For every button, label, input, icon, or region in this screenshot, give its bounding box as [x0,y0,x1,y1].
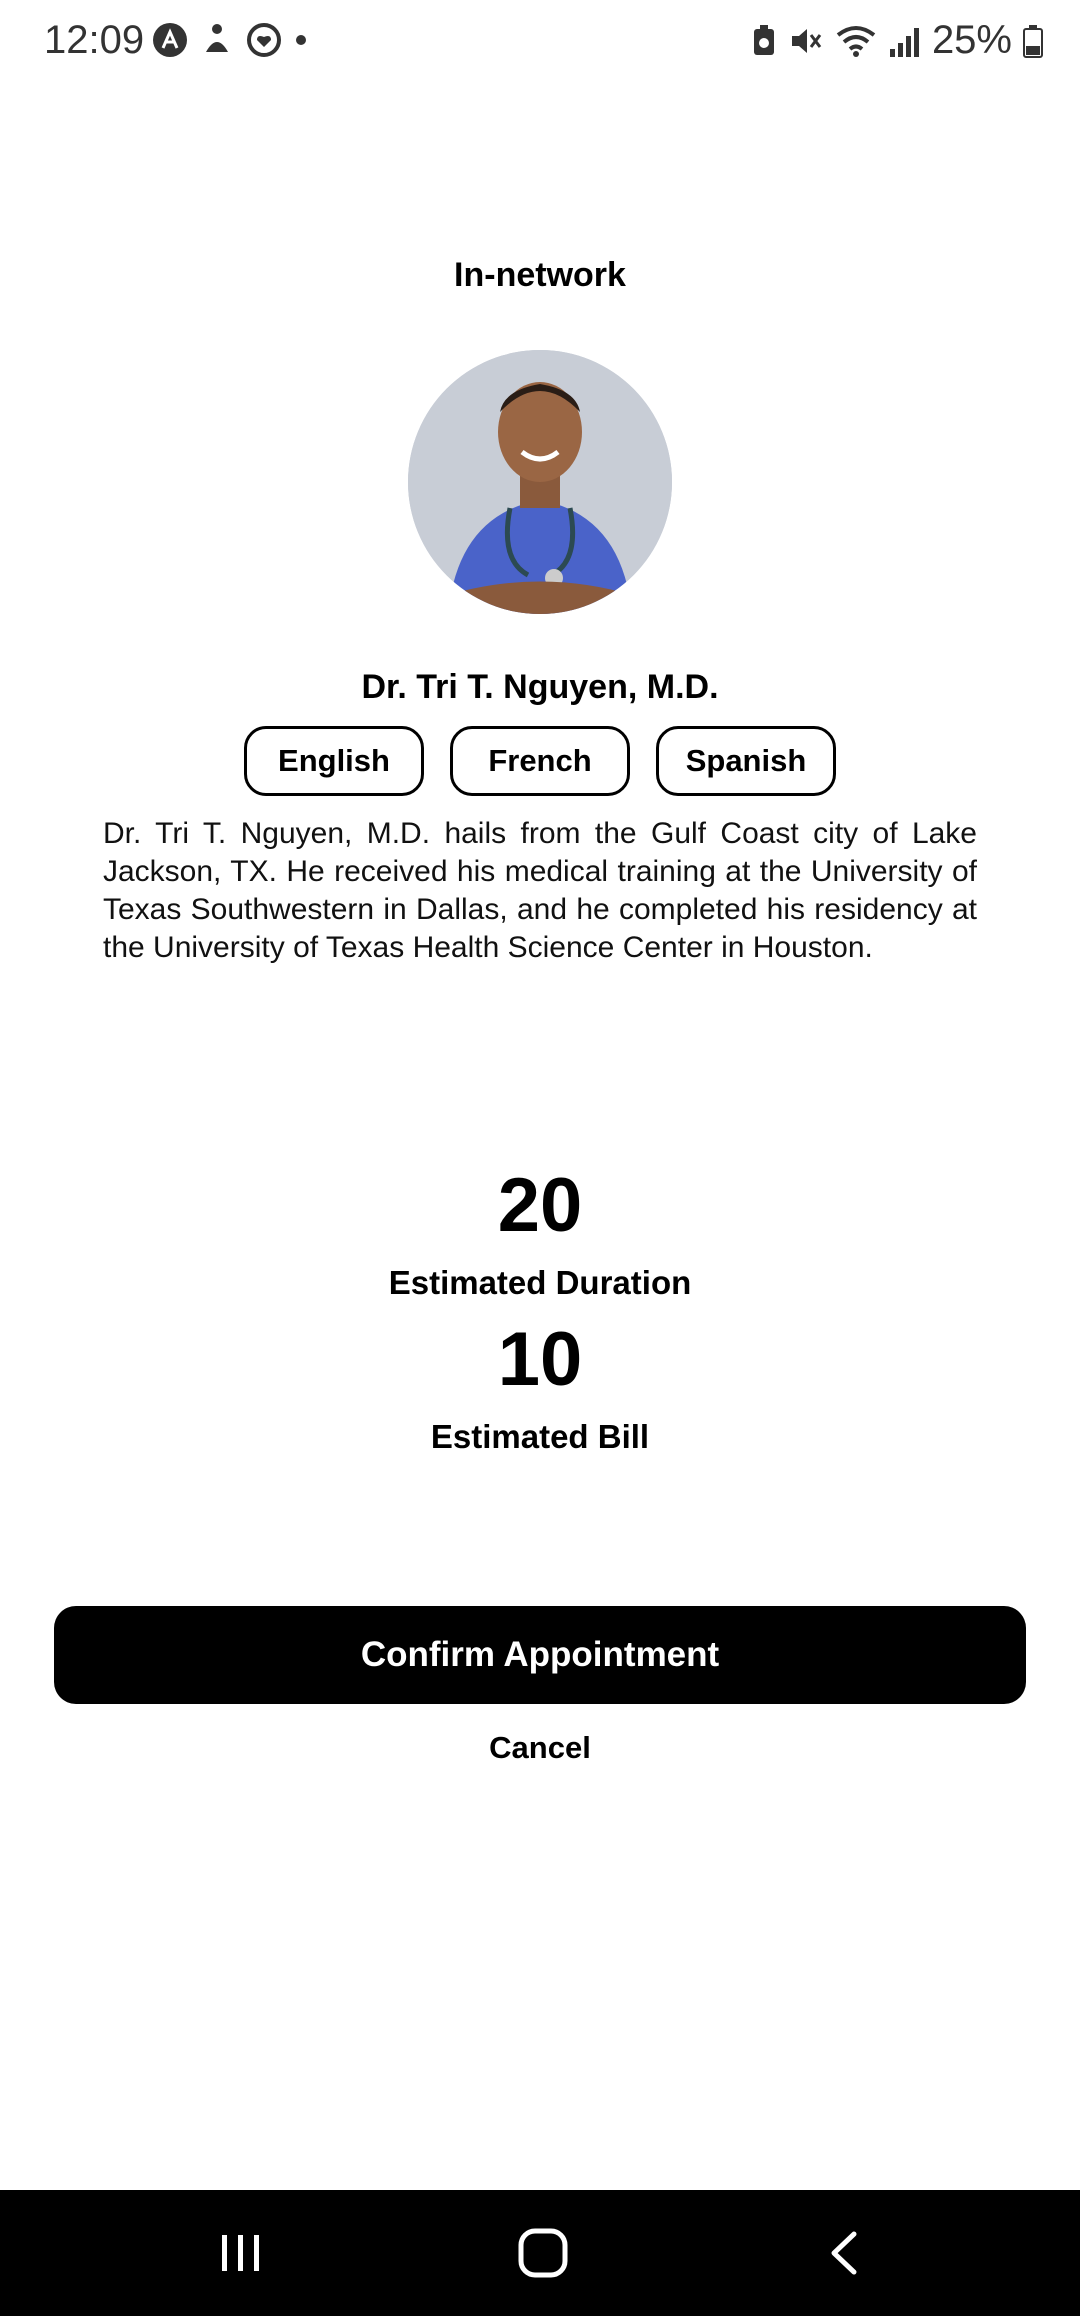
language-chip-spanish: Spanish [656,726,836,796]
mute-icon [788,23,824,59]
dot-icon [294,22,308,58]
status-right [750,18,1044,63]
notification-icons [152,22,308,58]
cancel-button[interactable]: Cancel [489,1730,591,1765]
doctor-bio: Dr. Tri T. Nguyen, M.D. hails from the Gulf Coast city of Lake Jackson, TX. He received his medical training at the University of Texas Southwestern in Dallas, and he completed his residency at the University of Texas Health Science Center in Houston. [103,817,977,964]
confirm-appointment-button[interactable]: Confirm Appointment [54,1606,1026,1704]
back-icon [820,2228,870,2278]
wifi-icon [834,23,878,59]
doctor-name: Dr. Tri T. Nguyen, M.D. [361,668,719,706]
battery-percentage: 25% [931,18,1012,62]
duration-value: 20 [497,1163,583,1248]
language-chip-english: English [244,726,424,796]
battery-icon [1022,23,1044,59]
app-a-icon [152,22,188,58]
language-chip-french: French [450,726,630,796]
back-button[interactable] [810,2218,880,2288]
recent-apps-button[interactable] [206,2218,276,2288]
network-status: In-network [454,256,626,294]
health-icon [246,22,282,58]
doctor-photo [408,350,672,614]
language-list [0,726,1080,796]
navigation-bar [0,2190,1080,2316]
status-bar [0,0,1080,84]
bill-value: 10 [497,1317,583,1402]
home-button[interactable] [508,2218,578,2288]
accessibility-icon [200,22,234,58]
doctor-avatar [408,350,672,614]
recent-apps-icon [216,2228,266,2278]
status-time: 12:09 [44,18,145,62]
signal-icon [888,23,922,59]
bill-label: Estimated Bill [430,1418,650,1455]
home-icon [515,2225,571,2281]
duration-label: Estimated Duration [388,1264,692,1301]
battery-saver-icon [750,23,778,59]
